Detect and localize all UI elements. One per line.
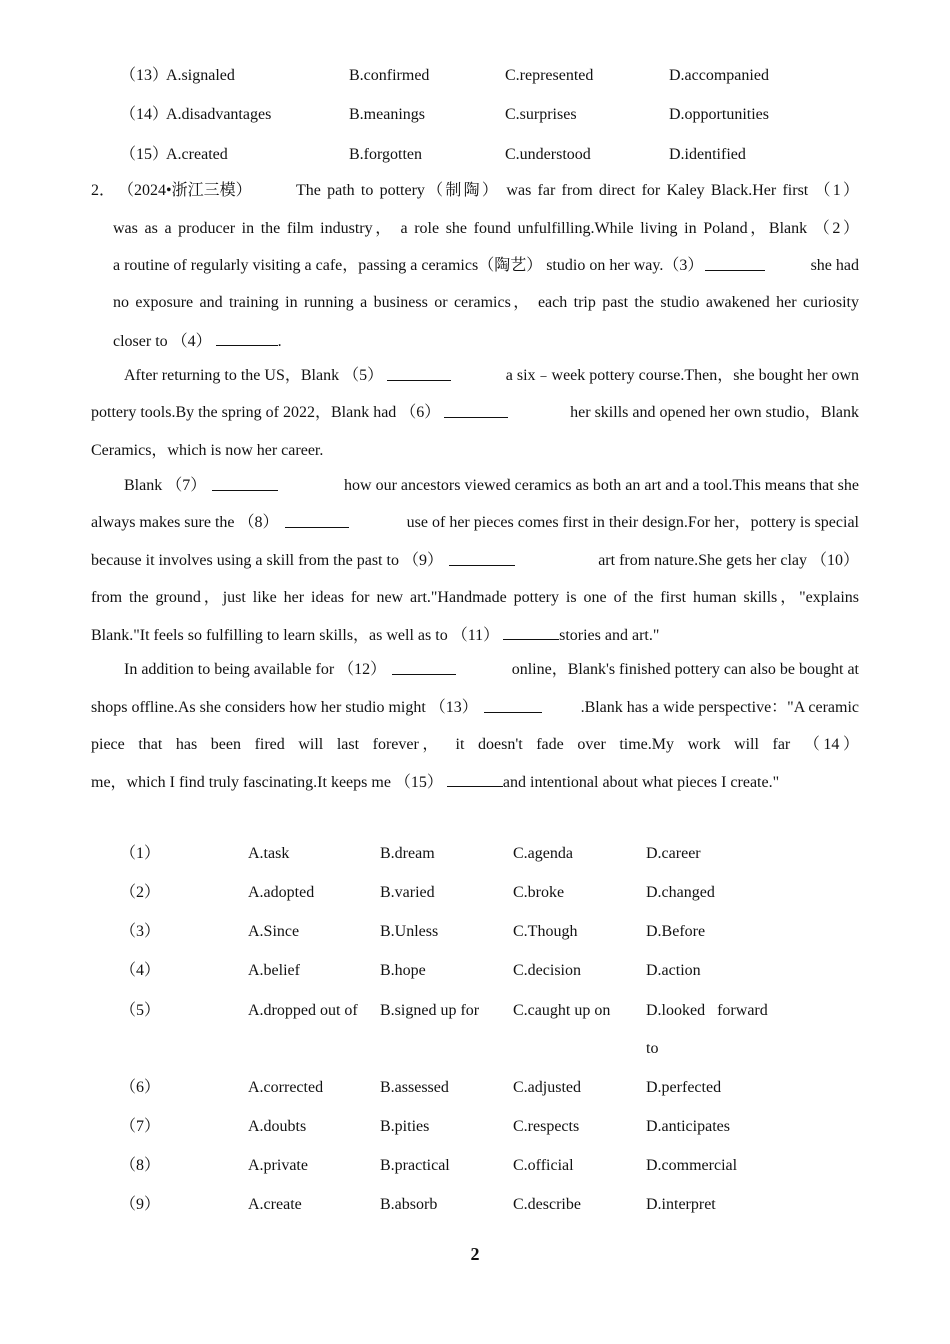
prev-option-a: A.signaled [166, 67, 235, 84]
prev-option-d: D.accompanied [669, 67, 769, 84]
option-c: C.describe [513, 1196, 581, 1213]
passage-text: me，which I find truly fascinating.It keeps me （15） [91, 774, 443, 791]
question-source: （2024•浙江三模） [118, 182, 252, 199]
prev-option-c: C.understood [505, 146, 591, 163]
option-c: C.official [513, 1157, 574, 1174]
option-c: C.respects [513, 1118, 580, 1135]
prev-option-d: D.identified [669, 146, 746, 163]
prev-option-b: B.confirmed [349, 67, 430, 84]
passage-text: . [277, 333, 282, 350]
prev-option-b: B.meanings [349, 106, 425, 123]
passage-line [91, 698, 859, 718]
answer-blank-12 [392, 660, 456, 675]
option-a: A.private [248, 1157, 308, 1174]
answer-blank-4 [216, 331, 278, 346]
option-num: （3） [120, 923, 161, 940]
passage-line [113, 256, 859, 276]
passage-text: In addition to being available for （12） [124, 661, 387, 678]
option-c: C.caught up on [513, 1002, 611, 1019]
option-num: （9） [120, 1196, 161, 1213]
option-d: D.career [646, 845, 701, 862]
passage-text: stories and art." [559, 627, 660, 644]
option-c: C.adjusted [513, 1079, 581, 1096]
prev-option-a: A.created [166, 146, 228, 163]
answer-blank-8 [285, 513, 349, 528]
passage-line: no exposure and training in running a business or ceramics， each trip past the studio awakened her curiosity [113, 294, 859, 311]
passage-text: always makes sure the （8） [91, 514, 279, 531]
option-c: C.Though [513, 923, 578, 940]
answer-blank-5 [387, 366, 451, 381]
option-num: （4） [120, 962, 161, 979]
passage-text: a six﹣week pottery course.Then，she bought her own [505, 367, 859, 384]
passage-text: she had [810, 257, 859, 274]
page-number: 2 [470, 1244, 480, 1264]
prev-option-a: A.disadvantages [166, 106, 272, 123]
passage-text: closer to （4） [113, 333, 212, 350]
option-d: D.commercial [646, 1157, 738, 1174]
option-a: A.Since [248, 923, 300, 940]
option-a: A.corrected [248, 1079, 324, 1096]
option-b: B.signed up for [380, 1002, 480, 1019]
option-b: B.Unless [380, 923, 439, 940]
passage-text-wrap [703, 256, 859, 276]
passage-text: art from nature.She gets her clay （10） [598, 552, 859, 569]
prev-option-num: （14） [120, 106, 169, 123]
passage-text: online，Blank's finished pottery can also be bought at [511, 661, 859, 678]
option-a: A.doubts [248, 1118, 307, 1135]
passage-text: a routine of regularly visiting a cafe，passing a ceramics（陶艺） studio on her way.（3） [113, 257, 704, 274]
passage-line: was as a producer in the film industry， a role she found unfulfilling.While living in Poland，Blank （2） [113, 220, 860, 237]
passage-text: Blank."It feels so fulfilling to learn skills，as well as to （11） [91, 627, 500, 644]
passage-text: After returning to the US，Blank （5） [124, 367, 384, 384]
option-d: D.changed [646, 884, 715, 901]
prev-option-c: C.surprises [505, 106, 577, 123]
passage-line: from the ground，just like her ideas for new art."Handmade pottery is one of the first human skills，"explains [91, 589, 859, 606]
passage-text: Blank （7） [124, 477, 207, 494]
option-num: （1） [120, 845, 161, 862]
prev-option-d: D.opportunities [669, 106, 769, 123]
passage-line [124, 366, 859, 386]
option-d: D.looked forward [646, 1002, 768, 1019]
option-b: B.absorb [380, 1196, 438, 1213]
option-d: D.anticipates [646, 1118, 730, 1135]
passage-text: and intentional about what pieces I create." [502, 774, 780, 791]
option-num: （2） [120, 884, 161, 901]
option-num: （5） [120, 1002, 161, 1019]
passage-text: how our ancestors viewed ceramics as both an art and a tool.This means that she [344, 477, 859, 494]
answer-blank-9 [449, 551, 515, 566]
passage-line [124, 476, 859, 496]
passage-line [91, 513, 859, 533]
passage-line: The path to pottery（制陶） was far from direct for Kaley Black.Her first （1） [296, 182, 859, 199]
passage-text: shops offline.As she considers how her studio might （13） [91, 699, 478, 716]
passage-line [91, 551, 859, 571]
passage-text: because it involves using a skill from the past to （9） [91, 552, 443, 569]
answer-blank-6 [444, 403, 508, 418]
option-b: B.assessed [380, 1079, 449, 1096]
passage-line: Ceramics，which is now her career. [91, 442, 324, 459]
passage-line [113, 331, 282, 352]
option-b: B.hope [380, 962, 426, 979]
option-d: D.Before [646, 923, 706, 940]
option-a: A.belief [248, 962, 300, 979]
option-d-cont: to [646, 1040, 659, 1057]
prev-option-b: B.forgotten [349, 146, 423, 163]
option-num: （7） [120, 1118, 161, 1135]
question-number: 2． [91, 182, 116, 199]
option-b: B.varied [380, 884, 435, 901]
option-num: （6） [120, 1079, 161, 1096]
answer-blank-3 [705, 256, 765, 271]
option-c: C.broke [513, 884, 565, 901]
passage-line [91, 772, 779, 793]
prev-option-num: （15） [120, 146, 169, 163]
passage-text: use of her pieces comes first in their design.For her，pottery is special [406, 514, 859, 531]
passage-text: pottery tools.By the spring of 2022，Blank had （6） [91, 404, 441, 421]
option-num: （8） [120, 1157, 161, 1174]
option-c: C.agenda [513, 845, 573, 862]
passage-line: piece that has been fired will last forever， it doesn't fade over time.My work will far （14） [91, 736, 859, 753]
option-a: A.dropped out of [248, 1002, 358, 1019]
passage-line [124, 660, 859, 680]
option-b: B.practical [380, 1157, 450, 1174]
answer-blank-15 [447, 772, 503, 787]
option-d: D.perfected [646, 1079, 722, 1096]
option-b: B.dream [380, 845, 435, 862]
passage-text: her skills and opened her own studio，Blank [570, 404, 859, 421]
option-c: C.decision [513, 962, 581, 979]
option-d: D.interpret [646, 1196, 716, 1213]
passage-line [91, 403, 859, 423]
option-a: A.create [248, 1196, 302, 1213]
prev-option-num: （13） [120, 67, 169, 84]
prev-option-c: C.represented [505, 67, 594, 84]
answer-blank-11 [503, 625, 559, 640]
passage-line [91, 625, 659, 646]
option-d: D.action [646, 962, 701, 979]
answer-blank-7 [212, 476, 278, 491]
option-b: B.pities [380, 1118, 430, 1135]
option-a: A.task [248, 845, 290, 862]
passage-text: .Blank has a wide perspective："A ceramic [580, 699, 859, 716]
answer-blank-13 [484, 698, 542, 713]
option-a: A.adopted [248, 884, 315, 901]
